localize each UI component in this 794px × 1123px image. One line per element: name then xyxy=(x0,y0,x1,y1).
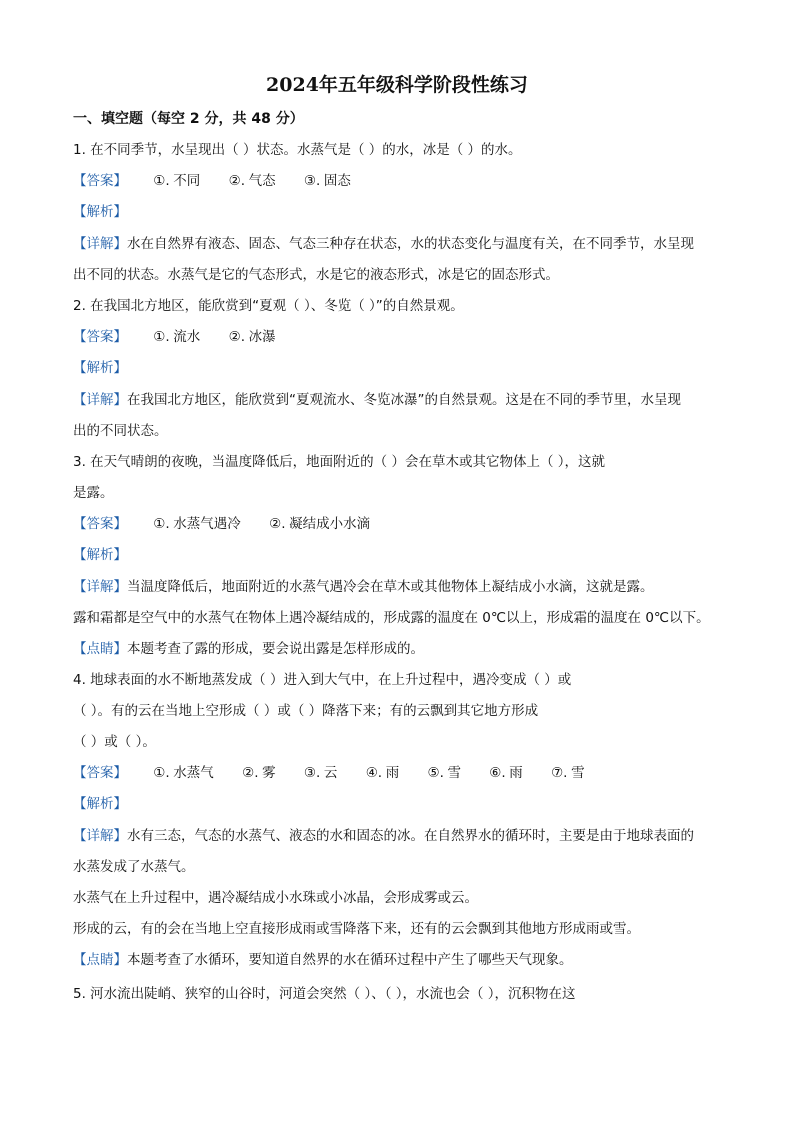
detail-label: 【详解】 xyxy=(73,236,127,252)
q3-detail-line-2: 露和霜都是空气中的水蒸气在物体上遇冷凝结成的，形成露的温度在 0℃以上，形成霜的温度在 0℃以下。 xyxy=(73,610,710,626)
q1-detail-line-2: 出不同的状态。水蒸气是它的气态形式，水是它的液态形式，冰是它的固态形式。 xyxy=(73,267,559,283)
q4-comment: 【点睛】本题考查了水循环，要知道自然界的水在循环过程中产生了哪些天气现象。 xyxy=(73,952,573,968)
q2-analysis-label: 【解析】 xyxy=(73,360,127,376)
answer-label: 【答案】 xyxy=(73,765,127,781)
q1-answer-row xyxy=(73,172,724,190)
q4-answer-3: ③. 云 xyxy=(303,765,338,781)
q3-stem-line-2: 是露。 xyxy=(73,485,114,501)
q4-detail-line-1: 【详解】水有三态，气态的水蒸气、液态的水和固态的冰。在自然界水的循环时，主要是由于地球表面的 xyxy=(73,828,694,844)
q1-stem: 1. 在不同季节，水呈现出（ ）状态。水蒸气是（ ）的水，冰是（ ）的水。 xyxy=(73,142,522,158)
q3-analysis-label: 【解析】 xyxy=(73,547,127,563)
q1-detail-line-1: 【详解】水在自然界有液态、固态、气态三种存在状态，水的状态变化与温度有关，在不同季节，水呈现 xyxy=(73,236,694,252)
q4-answer-4: ④. 雨 xyxy=(365,765,400,781)
q4-detail-line-4: 形成的云，有的会在当地上空直接形成雨或雪降落下来，还有的云会飘到其他地方形成雨或雪。 xyxy=(73,921,640,937)
q4-detail-line-2: 水蒸发成了水蒸气。 xyxy=(73,859,195,875)
answer-label: 【答案】 xyxy=(73,329,127,345)
q1-answer-1: ①. 不同 xyxy=(153,173,201,189)
q4-analysis-label: 【解析】 xyxy=(73,796,127,812)
comment-label: 【点睛】 xyxy=(73,641,127,657)
q3-answer-row xyxy=(73,515,724,533)
detail-label: 【详解】 xyxy=(73,579,127,595)
q2-answer-row xyxy=(73,328,724,346)
q2-detail-line-2: 出的不同状态。 xyxy=(73,423,168,439)
q4-answer-7: ⑦. 雪 xyxy=(551,765,585,781)
answer-label: 【答案】 xyxy=(73,516,127,532)
q3-answer-1: ①. 水蒸气遇冷 xyxy=(153,516,241,532)
q2-answer-2: ②. 冰瀑 xyxy=(228,329,276,345)
document-title: 2024年五年级科学阶段性练习 xyxy=(266,74,528,96)
detail-label: 【详解】 xyxy=(73,392,127,408)
q4-answer-row xyxy=(73,764,724,782)
q4-stem-line-1: 4. 地球表面的水不断地蒸发成（ ）进入到大气中，在上升过程中，遇冷变成（ ）或 xyxy=(73,672,572,688)
answer-label: 【答案】 xyxy=(73,173,127,189)
comment-label: 【点睛】 xyxy=(73,952,127,968)
q5-stem-line-1: 5. 河水流出陡峭、狭窄的山谷时，河道会突然（ ）、（ ），水流也会（ ），沉积物在这 xyxy=(73,986,576,1002)
q1-analysis-label: 【解析】 xyxy=(73,204,127,220)
q2-answer-1: ①. 流水 xyxy=(153,329,201,345)
q4-stem-line-2: （ ）。有的云在当地上空形成（ ）或（ ）降落下来；有的云飘到其它地方形成 xyxy=(73,703,539,719)
q2-stem: 2. 在我国北方地区，能欣赏到“夏观（ ）、冬览（ ）”的自然景观。 xyxy=(73,298,464,314)
q4-answer-2: ②. 雾 xyxy=(242,765,276,781)
q4-answer-6: ⑥. 雨 xyxy=(489,765,523,781)
q4-detail-line-3: 水蒸气在上升过程中，遇冷凝结成小水珠或小冰晶，会形成雾或云。 xyxy=(73,890,478,906)
q3-stem-line-1: 3. 在天气晴朗的夜晚，当温度降低后，地面附近的（ ）会在草木或其它物体上（ ），这就 xyxy=(73,454,606,470)
q3-detail-line-1: 【详解】当温度降低后，地面附近的水蒸气遇冷会在草木或其他物体上凝结成小水滴，这就是露。 xyxy=(73,579,654,595)
q4-answer-1: ①. 水蒸气 xyxy=(153,765,214,781)
section-heading: 一、填空题（每空 2 分，共 48 分） xyxy=(73,111,304,127)
q4-stem-line-3: （ ）或（ ）。 xyxy=(73,734,156,750)
q1-answer-3: ③. 固态 xyxy=(303,173,351,189)
q3-answer-2: ②. 凝结成小水滴 xyxy=(269,516,371,532)
q1-answer-2: ②. 气态 xyxy=(228,173,276,189)
q3-comment: 【点睛】本题考查了露的形成，要会说出露是怎样形成的。 xyxy=(73,641,424,657)
detail-label: 【详解】 xyxy=(73,828,127,844)
q2-detail-line-1: 【详解】在我国北方地区，能欣赏到“夏观流水、冬览冰瀑”的自然景观。这是在不同的季节里，水呈现 xyxy=(73,392,681,408)
q4-answer-5: ⑤. 雪 xyxy=(427,765,461,781)
